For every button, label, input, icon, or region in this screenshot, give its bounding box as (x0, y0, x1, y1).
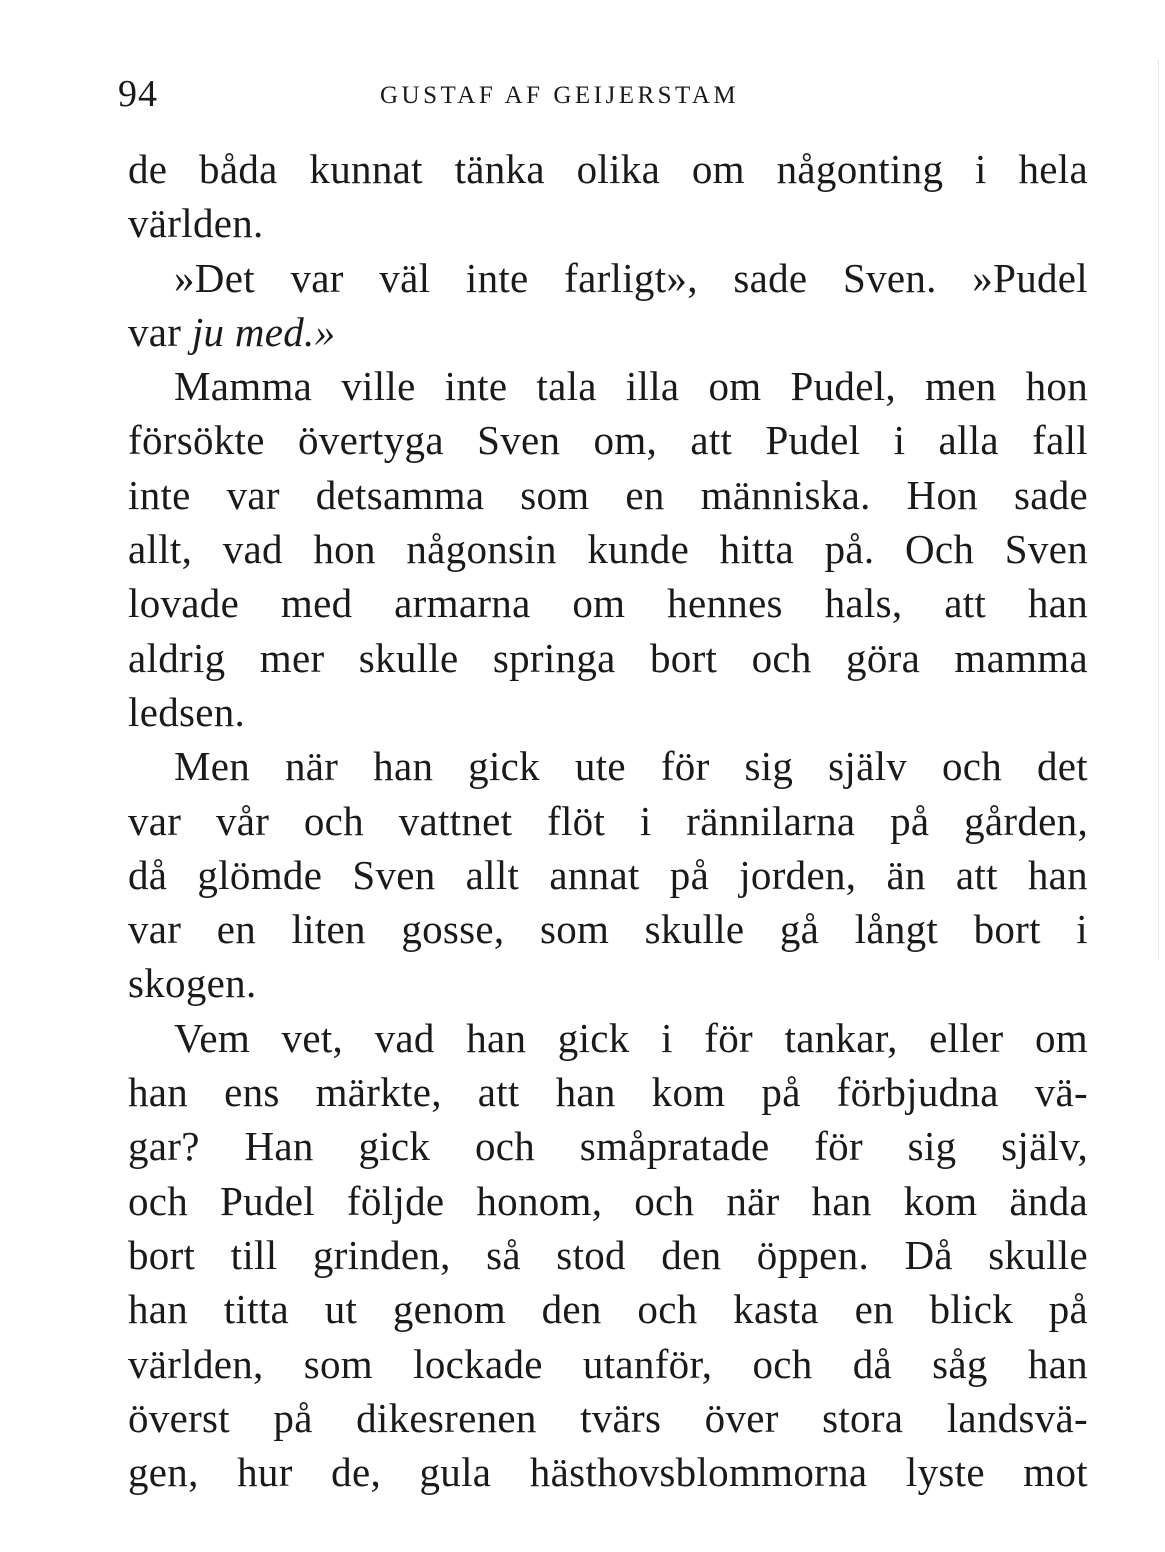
text-line: försökte övertyga Sven om, att Pudel i alla fall (128, 417, 1088, 464)
text-line: gen, hur de, gula hästhovsblommorna lyste mot (128, 1449, 1088, 1496)
text-line: Mamma ville inte tala illa om Pudel, men hon (174, 363, 1088, 410)
page-header (118, 72, 838, 122)
text-line: allt, vad hon någonsin kunde hitta på. Och Sven (128, 526, 1088, 573)
page-number: 94 (118, 73, 158, 115)
text-line: bort till grinden, så stod den öppen. Då skulle (128, 1231, 1088, 1278)
text-line: världen. (128, 200, 264, 247)
running-head: GUSTAF AF GEIJERSTAM (380, 82, 740, 109)
text-line: var vår och vattnet flöt i rännilarna på gården, (128, 797, 1088, 844)
italic-text: ju med.» (191, 308, 336, 355)
text-line: ledsen. (128, 688, 246, 735)
body-text (128, 142, 1088, 1499)
text-line (128, 305, 1088, 359)
text-line: överst på dikesrenen tvärs över stora landsvä- (128, 1394, 1088, 1441)
text-line: han ens märkte, att han kom på förbjudna vä- (128, 1069, 1088, 1116)
text-line: var en liten gosse, som skulle gå långt bort i (128, 906, 1088, 953)
text-line: lovade med armarna om hennes hals, att han (128, 580, 1088, 627)
text-line: skogen. (128, 960, 257, 1007)
text-line: Men när han gick ute för sig själv och det (174, 743, 1088, 790)
text-line: och Pudel följde honom, och när han kom ända (128, 1177, 1088, 1224)
scan-margin-artifact (1156, 60, 1159, 960)
text-line: »Det var väl inte farligt», sade Sven. »Pudel (174, 254, 1088, 301)
text-line: då glömde Sven allt annat på jorden, än att han (128, 851, 1088, 898)
text-line: de båda kunnat tänka olika om någonting i hela (128, 146, 1088, 192)
text-line: aldrig mer skulle springa bort och göra mamma (128, 634, 1088, 681)
text-line: inte var detsamma som en människa. Hon sade (128, 471, 1088, 518)
text-line: han titta ut genom den och kasta en blick på (128, 1286, 1088, 1333)
text-line: världen, som lockade utanför, och då såg han (128, 1340, 1088, 1387)
text-line: gar? Han gick och småpratade för sig själv, (128, 1123, 1088, 1170)
text-line-start: var (128, 308, 192, 355)
text-line: Vem vet, vad han gick i för tankar, eller om (174, 1014, 1088, 1061)
